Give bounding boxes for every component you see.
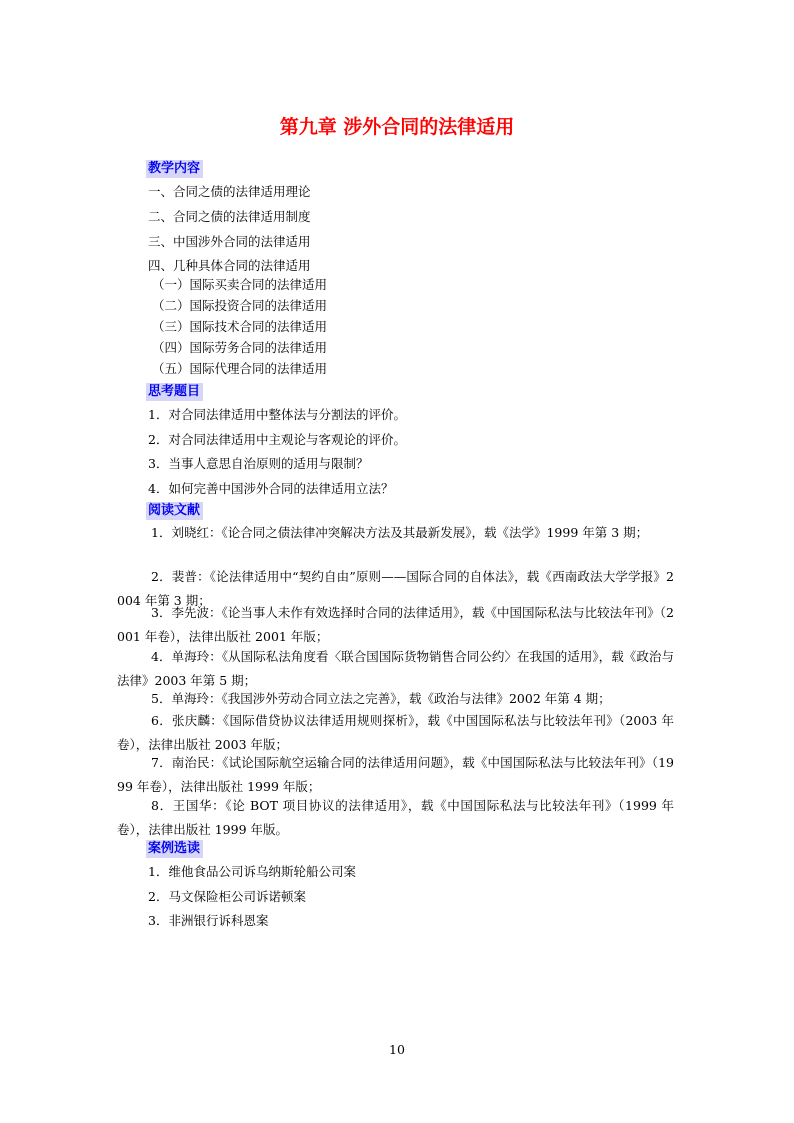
reading-item: 7．南治民：《试论国际航空运输合同的法律适用问题》，载《中国国际私法与比较法年刊》（1999 年卷），法律出版社 1999 年版； (117, 755, 674, 794)
teaching-content-heading: 教学内容 (146, 160, 203, 178)
teaching-subitem: （三）国际技术合同的法律适用 (152, 319, 328, 334)
case-item: 2．马文保险柜公司诉诺顿案 (148, 889, 306, 904)
reading-item: 1．刘晓红：《论合同之债法律冲突解决方法及其最新发展》，载《法学》1999 年第 3 期； (151, 525, 649, 540)
teaching-subitem: （四）国际劳务合同的法律适用 (152, 340, 328, 355)
questions-heading: 思考题目 (146, 383, 203, 401)
teaching-item: 四、几种具体合同的法律适用 (148, 258, 311, 273)
question-item: 2．对合同法律适用中主观论与客观论的评价。 (148, 432, 406, 447)
reading-item: 2．裴普：《论法律适用中“契约自由”原则——国际合同的自体法》，载《西南政法大学学报》2004 年第 3 期； (117, 569, 674, 608)
readings-heading: 阅读文献 (146, 502, 203, 520)
teaching-subitem: （一）国际买卖合同的法律适用 (152, 277, 328, 292)
teaching-subitem: （五）国际代理合同的法律适用 (152, 361, 328, 376)
chapter-title: 第九章 涉外合同的法律适用 (279, 116, 515, 138)
reading-item: 5．单海玲：《我国涉外劳动合同立法之完善》，载《政治与法律》2002 年第 4 期； (151, 691, 611, 706)
reading-item: 6．张庆麟：《国际借贷协议法律适用规则探析》，载《中国国际私法与比较法年刊》（2003 年卷），法律出版社 2003 年版； (117, 713, 674, 752)
question-item: 3．当事人意思自治原则的适用与限制？ (148, 456, 369, 471)
case-item: 3．非洲银行诉科恩案 (148, 913, 269, 928)
teaching-subitem: （二）国际投资合同的法律适用 (152, 298, 328, 313)
teaching-item: 一、合同之债的法律适用理论 (148, 184, 311, 199)
cases-heading: 案例选读 (146, 840, 203, 858)
teaching-item: 二、合同之债的法律适用制度 (148, 209, 311, 224)
page-number: 10 (389, 1042, 405, 1057)
teaching-item: 三、中国涉外合同的法律适用 (148, 234, 311, 249)
case-item: 1．维他食品公司诉乌纳斯轮船公司案 (148, 864, 356, 879)
question-item: 4．如何完善中国涉外合同的法律适用立法？ (148, 481, 394, 496)
reading-item: 3．李先波：《论当事人未作有效选择时合同的法律适用》，载《中国国际私法与比较法年刊》（2001 年卷），法律出版社 2001 年版； (117, 605, 674, 644)
question-item: 1．对合同法律适用中整体法与分割法的评价。 (148, 407, 406, 422)
reading-item: 8．王国华：《论 BOT 项目协议的法律适用》，载《中国国际私法与比较法年刊》（1999 年卷），法律出版社 1999 年版。 (117, 798, 674, 837)
reading-item: 4．单海玲：《从国际私法角度看〈联合国国际货物销售合同公约〉在我国的适用》，载《政治与法律》2003 年第 5 期； (117, 649, 674, 688)
